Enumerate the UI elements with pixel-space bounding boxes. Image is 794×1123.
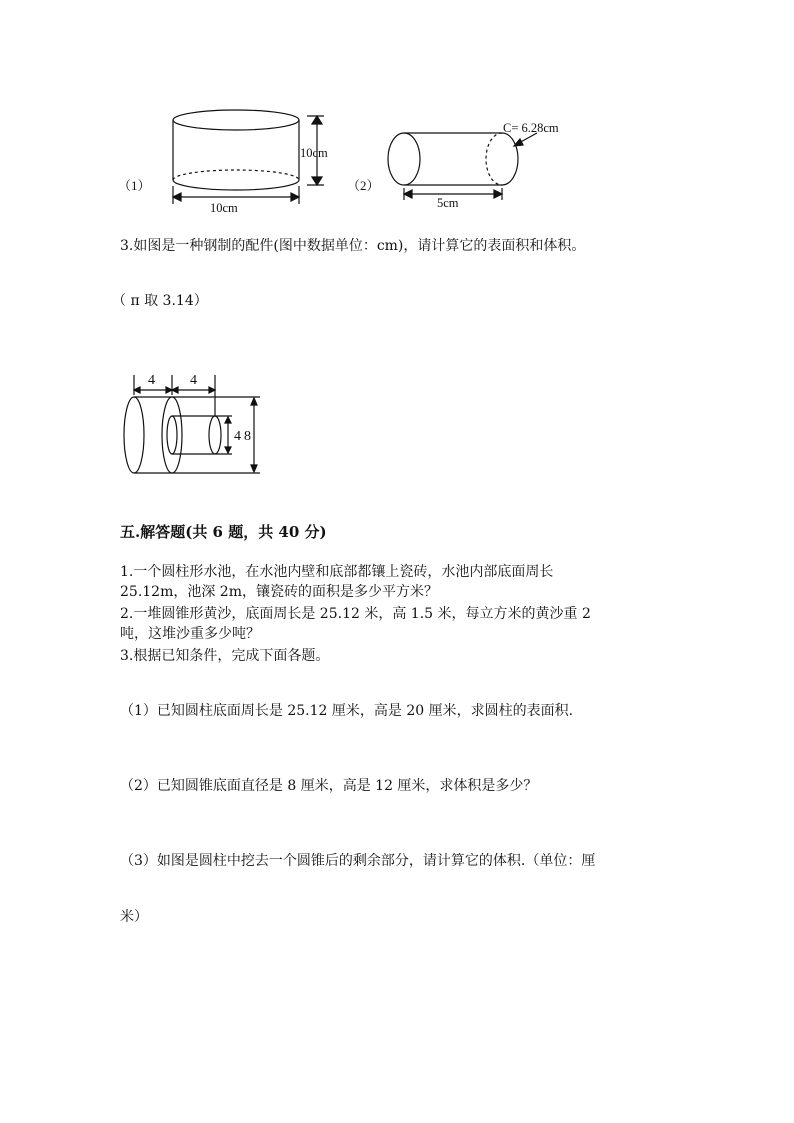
fig3-dim-outer: 8: [244, 429, 251, 444]
problem2-line1: 2.一堆圆锥形黄沙，底面周长是 25.12 米，高 1.5 米，每立方米的黄沙重 2: [120, 606, 591, 622]
fig2-index: （2）: [347, 178, 380, 193]
fig3-dim-top-left: 4: [148, 373, 155, 388]
fig2-length-label: 5cm: [437, 196, 459, 210]
subproblem-1: （1）已知圆柱底面周长是 25.12 厘米，高是 20 厘米，求圆柱的表面积.: [120, 703, 574, 719]
problem3-intro: 3.根据已知条件，完成下面各题。: [120, 648, 330, 664]
subproblem-2: （2）已知圆锥底面直径是 8 厘米，高是 12 厘米，求体积是多少？: [120, 778, 538, 794]
problem2-line2: 吨，这堆沙重多少吨？: [120, 626, 260, 642]
problem1-line2: 25.12m，池深 2m，镶瓷砖的面积是多少平方米？: [120, 584, 438, 600]
problem1-line1: 1.一个圆柱形水池，在水池内壁和底部都镶上瓷砖，水池内部底面周长: [120, 564, 554, 580]
q3-pi-note: （ π 取 3.14）: [112, 293, 208, 309]
fig3-dim-top-right: 4: [190, 373, 197, 388]
fig1-index: （1）: [118, 178, 151, 193]
fig2-circumference-label: C= 6.28cm: [503, 121, 559, 135]
cylinder-2: [388, 133, 537, 200]
fig1-height-label: 10cm: [300, 146, 328, 160]
cylinder-figures: [110, 100, 590, 225]
fig3-dim-inner: 4: [234, 429, 241, 444]
section5-title: 五.解答题(共 6 题，共 40 分): [120, 523, 327, 541]
subproblem-3-line1: （3）如图是圆柱中挖去一个圆锥后的剩余部分，请计算它的体积.（单位：厘: [120, 853, 596, 869]
subproblem-3-line2: 米）: [120, 909, 148, 925]
q3-text: 3.如图是一种钢制的配件(图中数据单位：cm)，请计算它的表面积和体积。: [120, 238, 586, 254]
fitting-figure: [120, 365, 280, 480]
fig1-width-label: 10cm: [210, 201, 238, 215]
